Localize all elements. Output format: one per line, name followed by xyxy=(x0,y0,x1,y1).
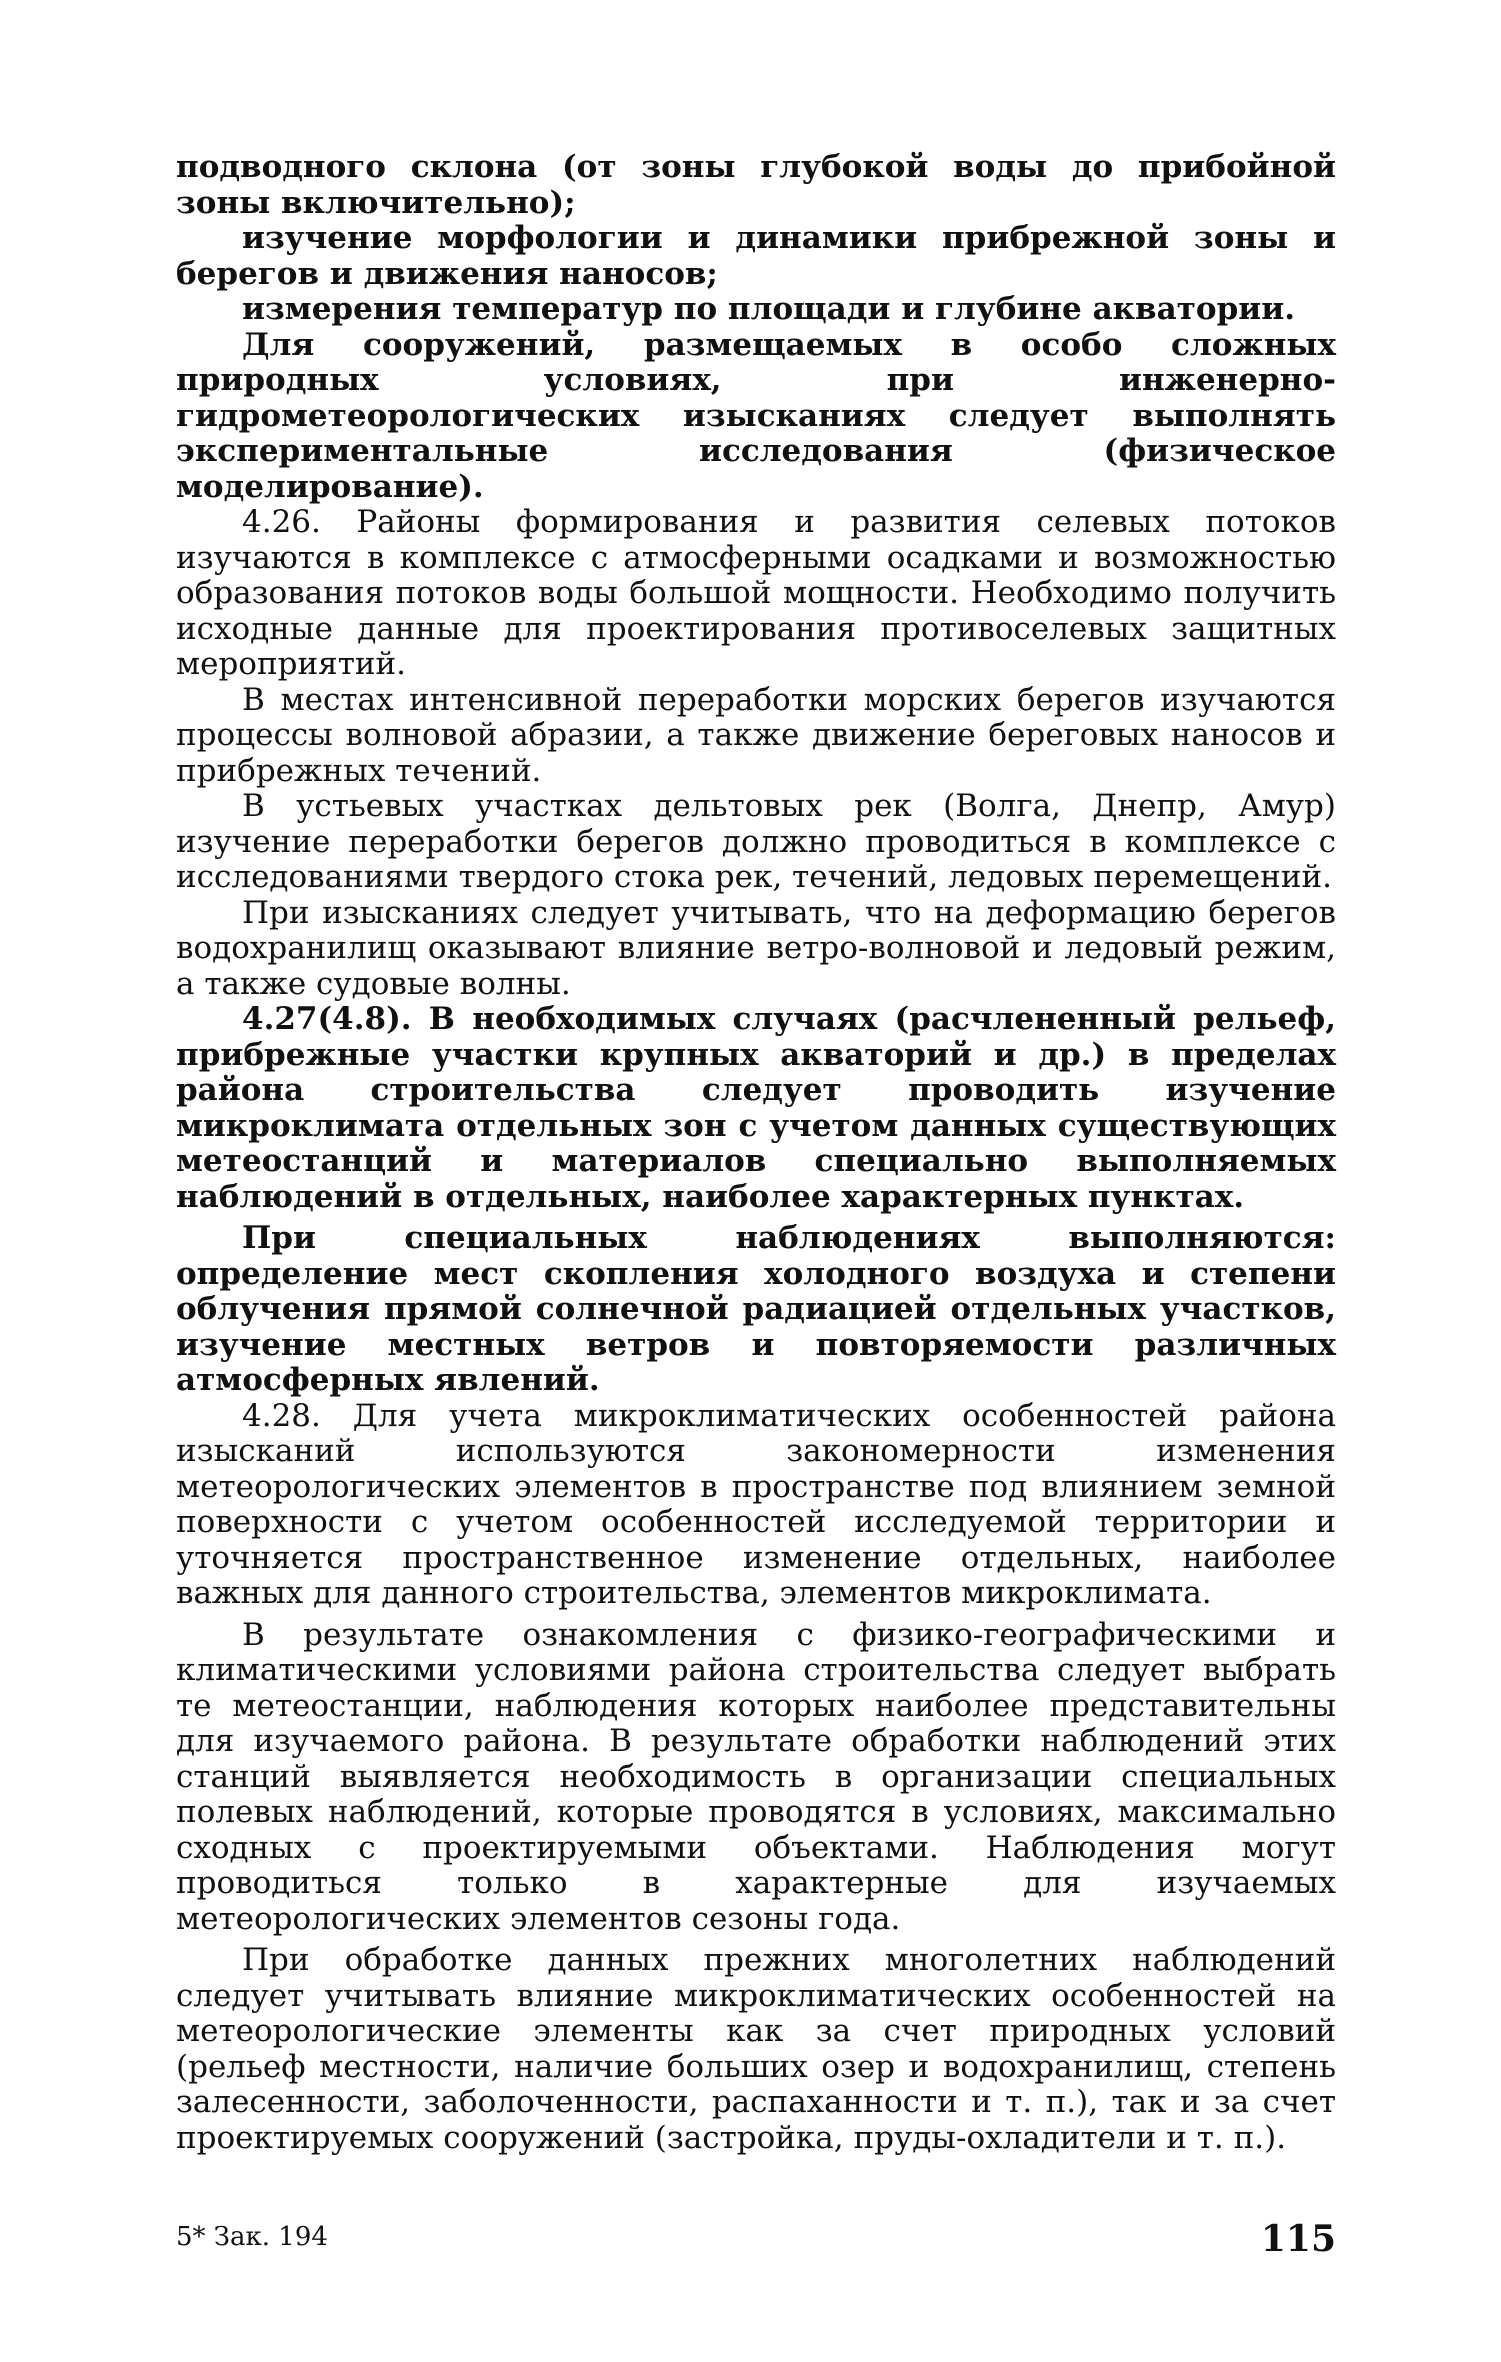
paragraph-4: Для сооружений, размещаемых в особо сложных природных условиях, при инженерно-гидрометеорологических изысканиях следует выполнять экспериментальные исследования (физическое моделирование). xyxy=(176,326,1336,505)
paragraph-11: 4.28. Для учета микроклиматических особенностей района изысканий используются закономерности изменения метеорологических элементов в пространстве под влиянием земной поверхности с учетом особенностей исследуемой территории и уточняется пространственное изменение отдельных, наиболее важных для данного строительства, элементов микроклимата. xyxy=(176,1397,1336,1611)
paragraph-1: подводного склона (от зоны глубокой воды до прибойной зоны включительно); xyxy=(176,149,1336,221)
paragraph-9: 4.27(4.8). В необходимых случаях (расчлененный рельеф, прибрежные участки крупных акваторий и др.) в пределах района строительства следует проводить изучение микроклимата отдельных зон с учетом данных существующих метеостанций и материалов специально выполняемых наблюдений в отдельных, наиболее характерных пунктах. xyxy=(176,1001,1336,1215)
paragraph-3: измерения температур по площади и глубине акватории. xyxy=(242,291,1296,327)
paragraph-7: В устьевых участках дельтовых рек (Волга, Днепр, Амур) изучение переработки берегов должно проводиться в комплексе с исследованиями твердого стока рек, течений, ледовых перемещений. xyxy=(176,788,1336,895)
page-number: 115 xyxy=(1260,2218,1336,2260)
paragraph-5: 4.26. Районы формирования и развития селевых потоков изучаются в комплексе с атмосферными осадками и возможностью образования потоков воды большой мощности. Необходимо получить исходные данные для проектирования противоселевых защитных мероприятий. xyxy=(176,504,1336,682)
paragraph-8: При изысканиях следует учитывать, что на деформацию берегов водохранилищ оказывают влияние ветро-волновой и ледовый режим, а также судовые волны. xyxy=(176,894,1336,1002)
paragraph-10: При специальных наблюдениях выполняются: определение мест скопления холодного воздуха и степени облучения прямой солнечной радиацией отдельных участков, изучение местных ветров и повторяемости различных атмосферных явлений. xyxy=(176,1220,1336,1398)
document-body xyxy=(176,150,1336,2156)
printer-signature: 5* Зак. 194 xyxy=(176,2222,328,2252)
paragraph-2: изучение морфологии и динамики прибрежной зоны и берегов и движения наносов; xyxy=(176,220,1336,292)
paragraph-13: При обработке данных прежних многолетних наблюдений следует учитывать влияние микроклиматических особенностей на метеорологические элементы как за счет природных условий (рельеф местности, наличие больших озер и водохранилищ, степень залесенности, заболоченности, распаханности и т. п.), так и за счет проектируемых сооружений (застройка, пруды-охладители и т. п.). xyxy=(176,1942,1336,2156)
paragraph-12: В результате ознакомления с физико-географическими и климатическими условиями района строительства следует выбрать те метеостанции, наблюдения которых наиболее представительны для изучаемого района. В результате обработки наблюдений этих станций выявляется необходимость в организации специальных полевых наблюдений, которые проводятся в условиях, максимально сходных с проектируемыми объектами. Наблюдения могут проводиться только в характерные для изучаемых метеорологических элементов сезоны года. xyxy=(176,1616,1336,1937)
paragraph-6: В местах интенсивной переработки морских берегов изучаются процессы волновой абразии, а также движение береговых наносов и прибрежных течений. xyxy=(176,681,1336,789)
